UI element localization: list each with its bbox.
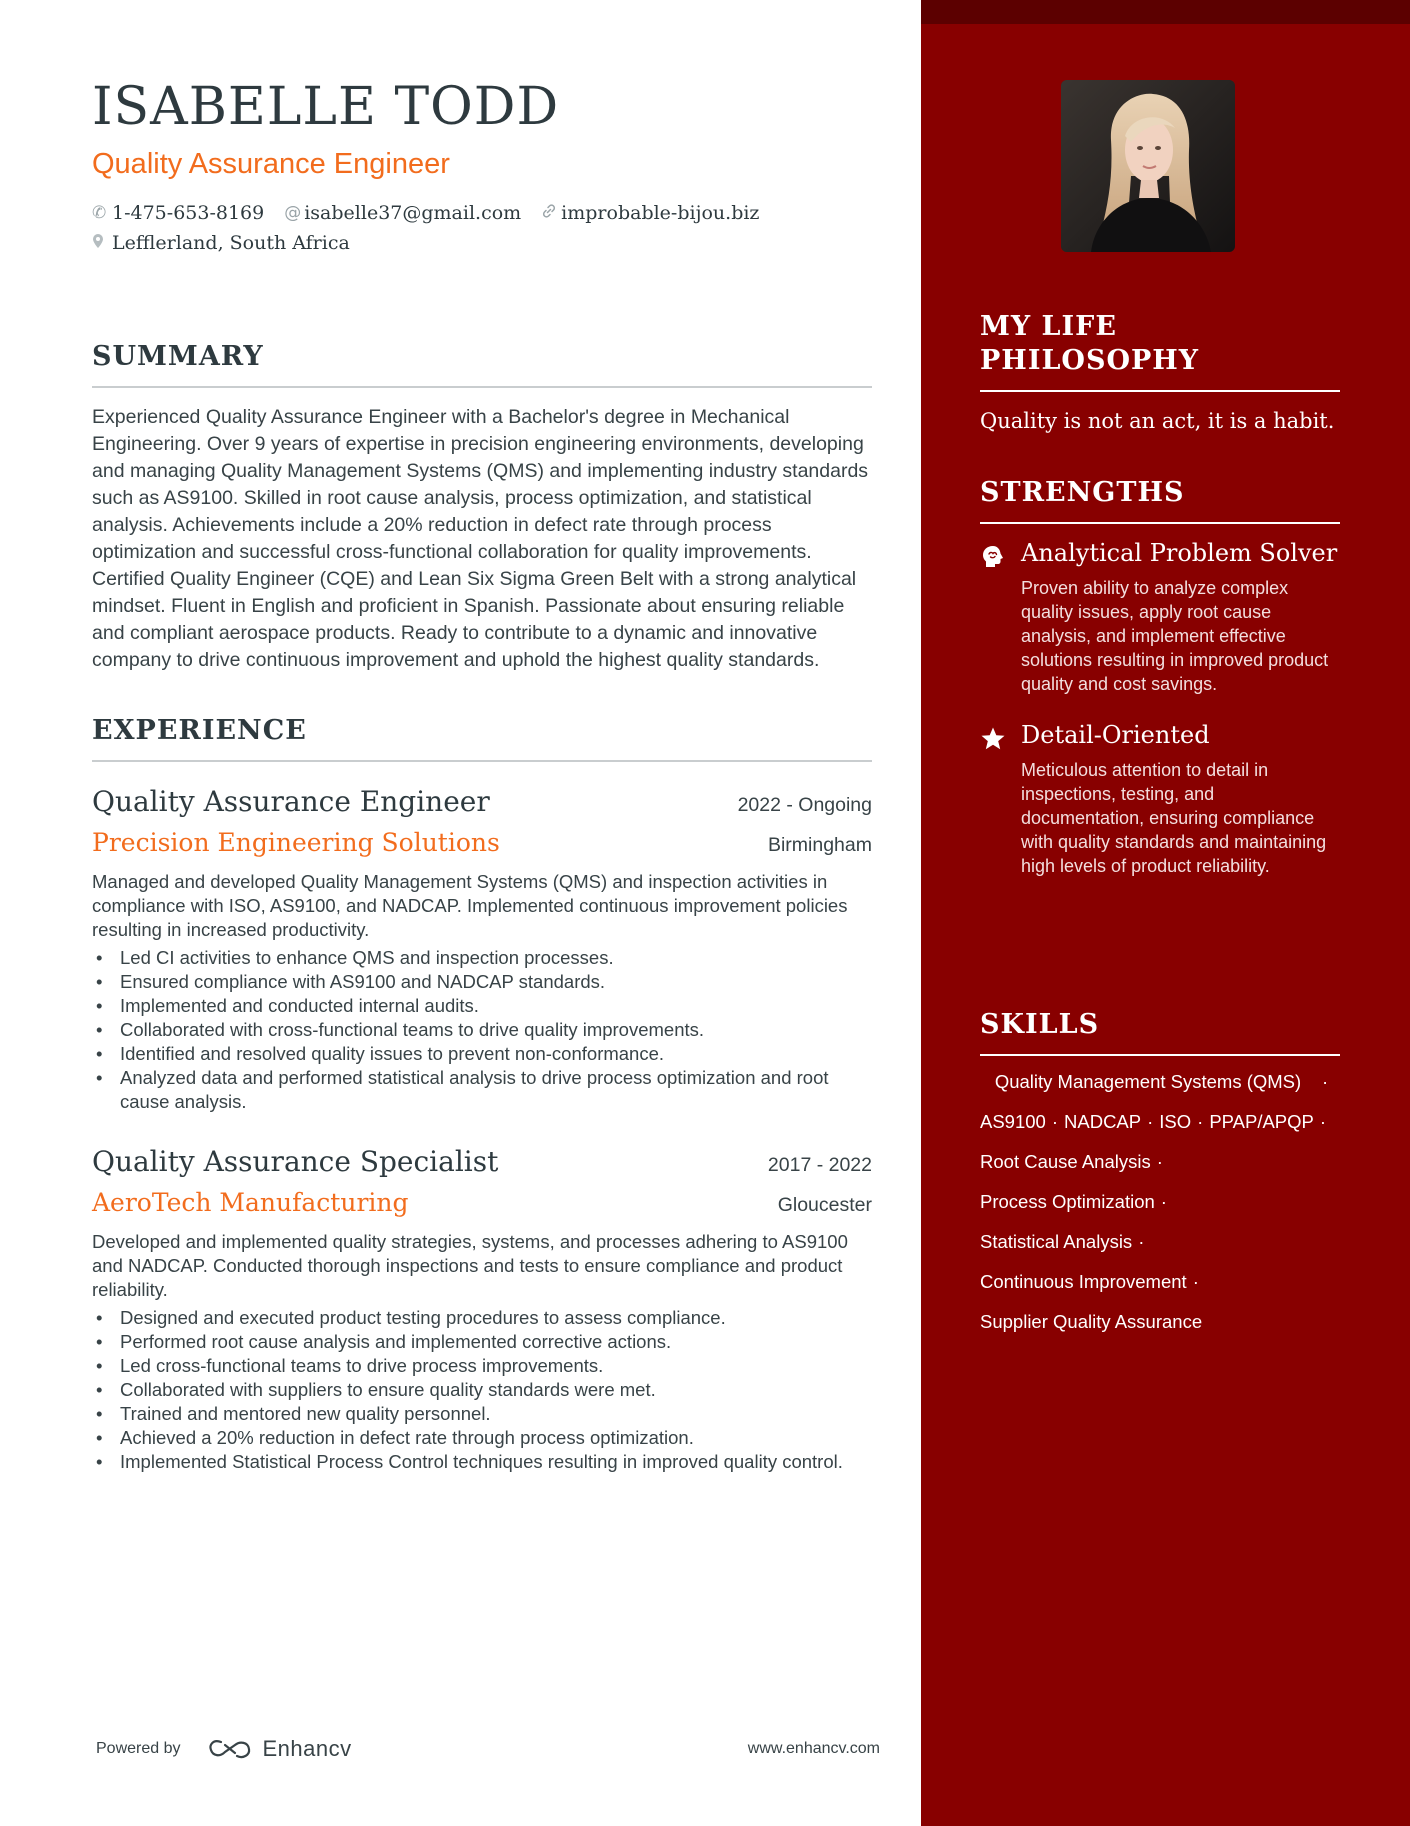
job-dates: 2017 - 2022: [767, 1154, 872, 1176]
star-icon: [980, 726, 1006, 752]
skill-separator: ·: [1147, 1111, 1154, 1132]
powered-by: [96, 1736, 352, 1762]
link-icon: [541, 203, 561, 224]
contact-info: [92, 198, 872, 258]
phone-text: 1-475-653-8169: [112, 202, 265, 224]
skill-line: [980, 1150, 1340, 1174]
skills-list: [980, 1070, 1340, 1334]
skill-tag: PPAP/APQP: [1209, 1111, 1314, 1132]
skill-separator: ·: [1197, 1111, 1204, 1132]
location-text: Lefflerland, South Africa: [112, 232, 350, 254]
main-column: [92, 76, 872, 1474]
skill-tag: NADCAP: [1064, 1111, 1142, 1132]
profile-photo: [1061, 80, 1235, 252]
job-company: Precision Engineering Solutions: [92, 828, 500, 857]
job-bullet: • Performed root cause analysis and implemented corrective actions.: [92, 1330, 872, 1354]
summary-text: Experienced Quality Assurance Engineer with a Bachelor's degree in Mechanical Engineering. Over 9 years of expertise in precision engineering environments, developing and managing Quality Management Systems (QMS) and implementing industry standards such as AS9100. Skilled in root cause analysis, process optimization, and statistical analysis. Achievements include a 20% reduction in defect rate through process optimization and successful cross-functional collaboration for quality improvements. Certified Quality Engineer (CQE) and Lean Six Sigma Green Belt with a strong analytical mindset. Fluent in English and proficient in Spanish. Passionate about ensuring reliable and compliant aerospace products. Ready to contribute to a dynamic and innovative company to drive continuous improvement and uphold the highest quality standards.: [92, 406, 869, 671]
skill-line: [980, 1190, 1340, 1214]
brand-name: Enhancv: [262, 1736, 352, 1761]
job-title: Quality Assurance Engineer: [92, 785, 490, 818]
job-subheader: [92, 822, 872, 864]
job-location: Birmingham: [767, 834, 872, 856]
job-bullet: • Led cross-functional teams to drive process improvements.: [92, 1354, 872, 1378]
skill-line: [980, 1110, 1340, 1134]
summary-title: SUMMARY: [92, 340, 872, 388]
skill-tag: Quality Management Systems (QMS): [994, 1071, 1302, 1092]
job-dates: 2022 - Ongoing: [737, 794, 872, 816]
experience-title: EXPERIENCE: [92, 714, 872, 762]
job-bullet: • Analyzed data and performed statistical analysis to drive process optimization and root cause analysis.: [92, 1066, 872, 1114]
skill-line: [980, 1270, 1340, 1294]
skill-tag: Root Cause Analysis: [980, 1151, 1151, 1172]
job-description: Developed and implemented quality strategies, systems, and processes adhering to AS9100 and NADCAP. Conducted thorough inspections and tests to ensure compliance and product reliability.: [92, 1231, 848, 1300]
website-text: improbable-bijou.biz: [561, 202, 760, 224]
strengths-section: [980, 476, 1340, 878]
job-title: Quality Assurance Specialist: [92, 1145, 499, 1178]
powered-by-label: Powered by: [96, 1740, 181, 1757]
contact-email[interactable]: [284, 202, 521, 224]
strengths-title: STRENGTHS: [980, 476, 1340, 524]
skill-separator: ·: [1156, 1151, 1163, 1172]
job-header: [92, 1142, 872, 1182]
job-bullet: • Collaborated with suppliers to ensure quality standards were met.: [92, 1378, 872, 1402]
at-icon: @: [284, 203, 302, 223]
phone-icon: ✆: [92, 203, 107, 223]
philosophy-section: [980, 310, 1340, 435]
strength-description: Meticulous attention to detail in inspections, testing, and documentation, ensuring compliance with quality standards and maintaining high levels of product reliability.: [1021, 760, 1327, 876]
skill-line: [980, 1230, 1340, 1254]
job-bullet: • Collaborated with cross-functional teams to drive quality improvements.: [92, 1018, 872, 1042]
footer-url[interactable]: www.enhancv.com: [747, 1740, 880, 1757]
sidebar: [921, 0, 1410, 1826]
skill-tag: AS9100: [980, 1111, 1046, 1132]
job-entry: [92, 782, 872, 1114]
job-bullet: • Implemented Statistical Process Control techniques resulting in improved quality control.: [92, 1450, 872, 1474]
strength-item: [980, 538, 1340, 696]
sidebar-top-band: [921, 0, 1410, 24]
footer: [96, 1734, 880, 1764]
skills-title: SKILLS: [980, 1008, 1340, 1056]
skills-section: [980, 1008, 1340, 1350]
job-bullet: • Identified and resolved quality issues to prevent non-conformance.: [92, 1042, 872, 1066]
job-bullets: [92, 1306, 872, 1474]
philosophy-quote: Quality is not an act, it is a habit.: [980, 409, 1335, 433]
job-bullet: • Led CI activities to enhance QMS and inspection processes.: [92, 946, 872, 970]
skill-line: [980, 1070, 1340, 1094]
skill-tag: Statistical Analysis: [980, 1231, 1133, 1252]
candidate-name: ISABELLE TODD: [92, 77, 560, 137]
job-subheader: [92, 1182, 872, 1224]
job-bullet: • Designed and executed product testing procedures to assess compliance.: [92, 1306, 872, 1330]
contact-phone[interactable]: [92, 202, 264, 224]
enhancv-logo[interactable]: [207, 1736, 352, 1762]
job-description: Managed and developed Quality Management Systems (QMS) and inspection activities in compliance with ISO, AS9100, and NADCAP. Implemented continuous improvement policies resulting in increased productivity.: [92, 871, 848, 940]
skill-separator: ·: [1322, 1071, 1329, 1092]
strength-title: Analytical Problem Solver: [1021, 539, 1338, 567]
location-pin-icon: [92, 233, 112, 254]
enhancv-logo-icon: [207, 1737, 253, 1761]
candidate-role: Quality Assurance Engineer: [92, 148, 450, 180]
job-location: Gloucester: [777, 1194, 872, 1216]
skill-separator: ·: [1138, 1231, 1145, 1252]
skill-tag: ISO: [1159, 1111, 1192, 1132]
email-text: isabelle37@gmail.com: [304, 202, 522, 224]
contact-row-2: [92, 228, 872, 258]
skill-tag: Process Optimization: [980, 1191, 1155, 1212]
job-header: [92, 782, 872, 822]
strength-description: Proven ability to analyze complex quality issues, apply root cause analysis, and implement effective solutions resulting in improved product quality and cost savings.: [1021, 578, 1329, 694]
skill-line: [980, 1310, 1340, 1334]
job-bullet: • Ensured compliance with AS9100 and NADCAP standards.: [92, 970, 872, 994]
skill-separator: ·: [1160, 1191, 1167, 1212]
experience-section: [92, 714, 872, 1474]
contact-website[interactable]: [541, 202, 759, 224]
skill-separator: ·: [1051, 1111, 1059, 1132]
job-bullets: [92, 946, 872, 1114]
job-company: AeroTech Manufacturing: [92, 1188, 409, 1217]
job-bullet: • Trained and mentored new quality personnel.: [92, 1402, 872, 1426]
contact-location: [92, 232, 350, 254]
skill-tag: Supplier Quality Assurance: [980, 1311, 1203, 1332]
skill-separator: ·: [1192, 1271, 1199, 1292]
job-entry: [92, 1142, 872, 1474]
strength-title: Detail-Oriented: [1021, 721, 1210, 749]
job-bullet: • Achieved a 20% reduction in defect rate through process optimization.: [92, 1426, 872, 1450]
summary-section: [92, 340, 872, 674]
contact-row-1: [92, 198, 872, 228]
philosophy-title: MY LIFE PHILOSOPHY: [980, 310, 1340, 392]
brain-icon: [980, 544, 1006, 570]
skill-tag: Continuous Improvement: [980, 1271, 1187, 1292]
skill-separator: ·: [1319, 1111, 1327, 1132]
strength-item: [980, 720, 1340, 878]
job-bullet: • Implemented and conducted internal audits.: [92, 994, 872, 1018]
